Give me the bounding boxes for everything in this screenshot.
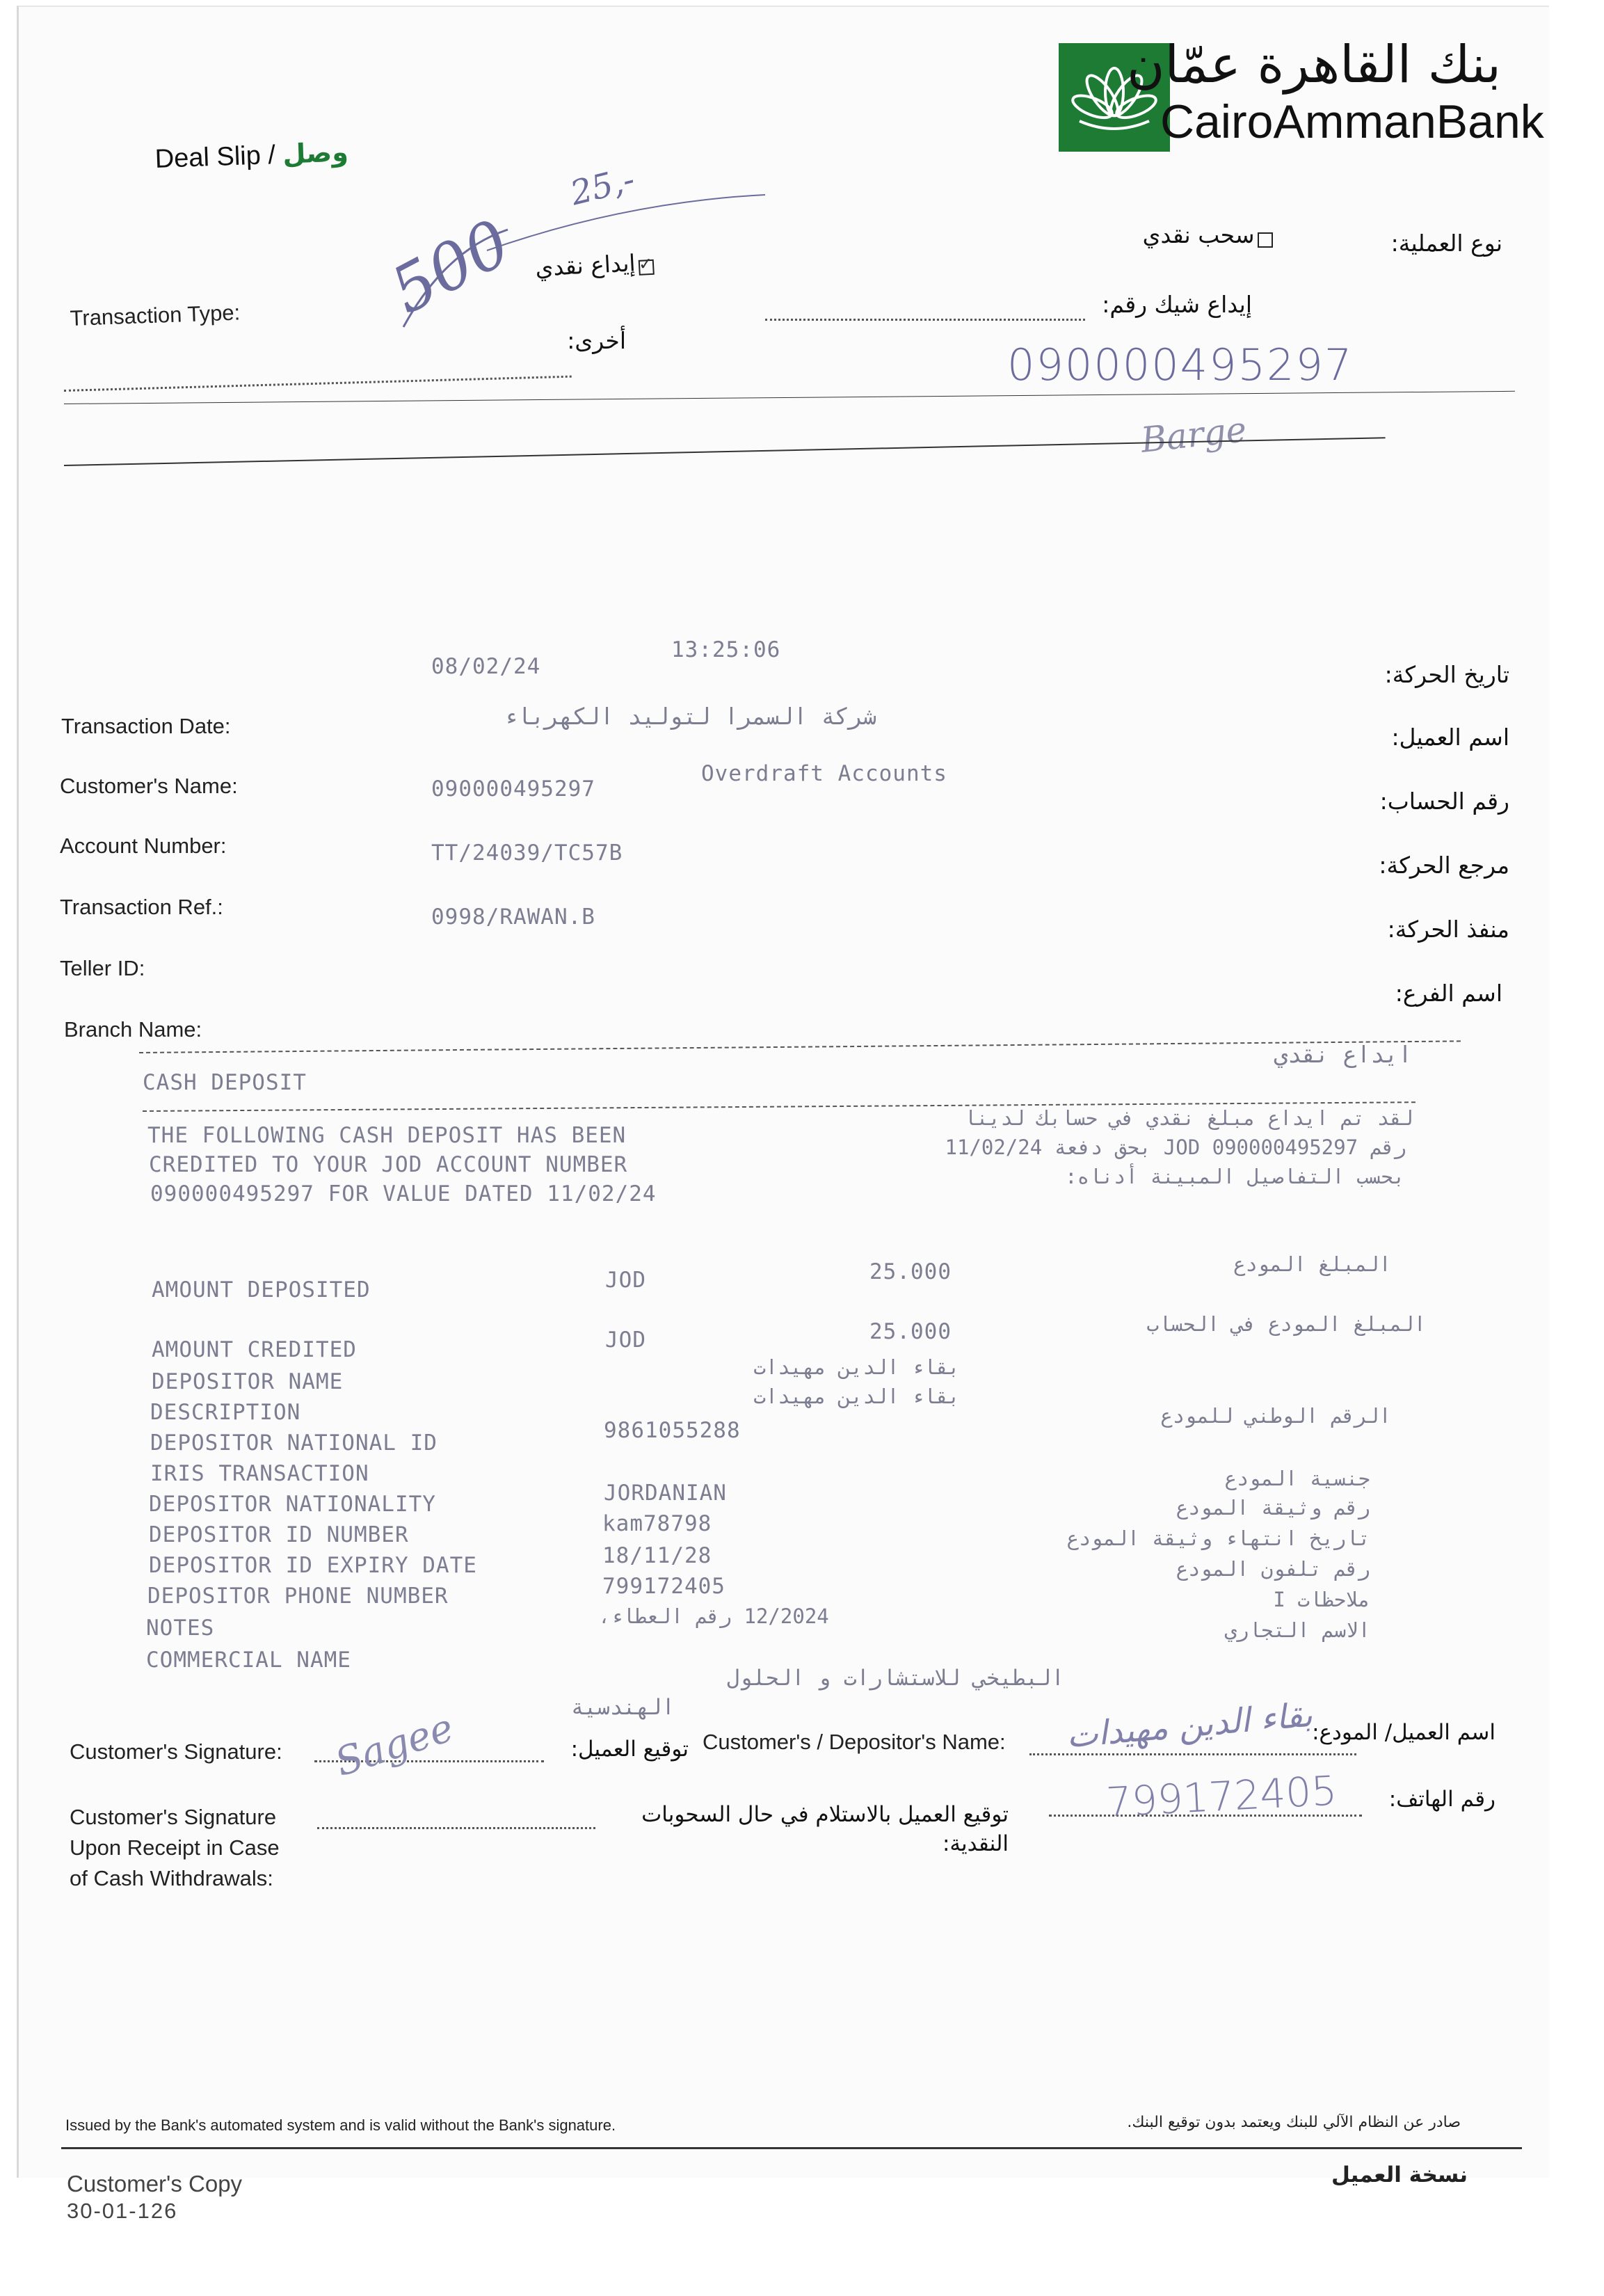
handwritten-amount-mid: 500 xyxy=(379,205,522,328)
transaction-time: 13:25:06 xyxy=(671,637,781,662)
handwritten-initials: Barge xyxy=(1139,409,1249,461)
depositor-name-label: Customer's / Depositor's Name: xyxy=(703,1730,1006,1754)
intro-ar-line-3: بحسب التفاصيل المبينة أدناه: xyxy=(1065,1165,1405,1188)
handwritten-account: 090000495297 xyxy=(1007,340,1354,390)
amount-deposited-label-ar: المبلغ المودع xyxy=(1233,1252,1391,1276)
receipt-title-ar: ايداع نقدي xyxy=(1274,1041,1412,1068)
commercial-name-line-2: الهندسية xyxy=(570,1695,675,1720)
footer-note-en: Issued by the Bank's automated system and is valid without the Bank's signature. xyxy=(65,2116,616,2134)
row-label-ar-notes: ملاحظات I xyxy=(1273,1588,1370,1611)
receipt-title-en: CASH DEPOSIT xyxy=(143,1070,307,1095)
row-label-ar-document: رقم وثيقة المودع xyxy=(1176,1496,1370,1520)
row-label-nationality: DEPOSITOR NATIONALITY xyxy=(149,1492,436,1517)
account-number-value: 090000495297 xyxy=(431,776,595,802)
intro-en-line-3: 090000495297 FOR VALUE DATED 11/02/24 xyxy=(150,1181,657,1206)
amount-credited-label: AMOUNT CREDITED xyxy=(152,1337,357,1362)
intro-en-line-1: THE FOLLOWING CASH DEPOSIT HAS BEEN xyxy=(147,1123,627,1148)
cheque-deposit-label: إيداع شيك رقم: xyxy=(1102,291,1252,318)
amount-credited-currency: JOD xyxy=(605,1328,646,1353)
label-transaction-ref-ar: مرجع الحركة: xyxy=(1379,852,1509,879)
cash-withdrawal-label: سحب نقدي xyxy=(1142,221,1255,248)
row-value-id-expiry: 18/11/28 xyxy=(602,1543,712,1568)
deal-slip-title-ar: وصل xyxy=(282,136,349,170)
label-transaction-date: Transaction Date: xyxy=(61,714,231,738)
label-transaction-ref: Transaction Ref.: xyxy=(60,895,223,919)
row-label-ar-expiry: تاريخ انتهاء وثيقة المودع xyxy=(1066,1526,1370,1550)
footer-copy-ar: نسخة العميل xyxy=(1331,2162,1468,2187)
amount-deposited-label: AMOUNT DEPOSITED xyxy=(152,1277,371,1302)
row-label-ar-national-id: الرقم الوطني للمودع xyxy=(1160,1404,1391,1428)
label-transaction-date-ar: تاريخ الحركة: xyxy=(1384,661,1509,688)
label-account-number-ar: رقم الحساب: xyxy=(1379,788,1509,815)
intro-ar-line-2: رقم JOD 090000495297 بحق دفعة 11/02/24 xyxy=(945,1135,1406,1159)
row-label-national-id: DEPOSITOR NATIONAL ID xyxy=(150,1430,438,1456)
cheque-number-field[interactable] xyxy=(765,319,1085,321)
label-customer-name: Customer's Name: xyxy=(60,774,238,798)
row-value-depositor-name: بقاء الدين مهيدات xyxy=(753,1355,960,1379)
receipt-signature-line-3: of Cash Withdrawals: xyxy=(70,1866,273,1890)
intro-ar-line-1: لقد تم ايداع مبلغ نقدي في حسابك لدينا xyxy=(963,1106,1413,1130)
row-label-ar-nationality: جنسية المودع xyxy=(1224,1467,1370,1490)
label-branch-name: Branch Name: xyxy=(64,1017,202,1042)
receipt-signature-field[interactable] xyxy=(317,1827,595,1829)
receipt-signature-line-2: Upon Receipt in Case xyxy=(70,1835,280,1860)
cash-withdrawal-option[interactable] xyxy=(1127,221,1273,248)
transaction-ref-value: TT/24039/TC57B xyxy=(431,840,623,866)
receipt-signature-ar-1: توقيع العميل بالاستلام في حال السحوبات xyxy=(641,1802,1009,1827)
amount-deposited-value: 25.000 xyxy=(869,1259,952,1284)
label-account-number: Account Number: xyxy=(60,834,227,858)
other-label: أخرى: xyxy=(567,327,626,354)
row-value-nationality: JORDANIAN xyxy=(604,1481,727,1506)
checked-icon: ✓ xyxy=(638,254,653,274)
handwritten-customer-signature: Sagee xyxy=(330,1705,459,1786)
account-type-value: Overdraft Accounts xyxy=(701,761,947,786)
row-label-id-expiry: DEPOSITOR ID EXPIRY DATE xyxy=(149,1553,477,1578)
pen-strokes xyxy=(376,174,793,341)
footer-form-code: 30-01-126 xyxy=(67,2199,178,2223)
row-label-phone: DEPOSITOR PHONE NUMBER xyxy=(147,1584,449,1609)
footer-copy-en: Customer's Copy xyxy=(67,2171,243,2197)
label-branch-ar: اسم الفرع: xyxy=(1395,980,1502,1007)
label-teller-id: Teller ID: xyxy=(60,956,145,980)
row-label-ar-phone: رقم تلفون المودع xyxy=(1176,1557,1370,1581)
handwritten-phone: 799172405 xyxy=(1105,1767,1338,1826)
deal-slip-title-en: Deal Slip / xyxy=(154,140,276,174)
amount-deposited-currency: JOD xyxy=(605,1268,646,1293)
row-label-iris: IRIS TRANSACTION xyxy=(150,1461,369,1486)
footer-rule xyxy=(61,2147,1522,2149)
transaction-type-label-ar: نوع العملية: xyxy=(1390,230,1502,257)
handwritten-amount-top: 25,- xyxy=(566,159,639,214)
row-label-notes: NOTES xyxy=(146,1616,215,1641)
amount-credited-value: 25.000 xyxy=(869,1319,952,1344)
row-value-national-id: 9861055288 xyxy=(604,1418,741,1443)
intro-en-line-2: CREDITED TO YOUR JOD ACCOUNT NUMBER xyxy=(149,1152,628,1177)
row-label-depositor-name: DEPOSITOR NAME xyxy=(152,1369,344,1394)
footer-note-ar: صادر عن النظام الآلي للبنك ويعتمد بدون توقيع البنك. xyxy=(1127,2114,1461,2131)
row-label-description: DESCRIPTION xyxy=(150,1400,301,1425)
cash-deposit-label: إيداع نقدي xyxy=(534,249,636,282)
amount-credited-label-ar: المبلغ المودع في الحساب xyxy=(1146,1312,1426,1336)
customer-signature-label: Customer's Signature: xyxy=(70,1739,282,1764)
row-value-description: بقاء الدين مهيدات xyxy=(753,1385,960,1408)
row-label-ar-commercial: الاسم التجاري xyxy=(1224,1618,1370,1642)
teller-id-value: 0998/RAWAN.B xyxy=(431,904,595,930)
row-value-id-number: kam78798 xyxy=(602,1511,712,1536)
row-label-commercial-name: COMMERCIAL NAME xyxy=(146,1648,351,1673)
row-label-id-number: DEPOSITOR ID NUMBER xyxy=(149,1522,409,1547)
customer-signature-label-ar: توقيع العميل: xyxy=(570,1737,689,1762)
customer-name-value: شركة السمرا لتوليد الكهرباء xyxy=(503,703,876,730)
bank-name-en: CairoAmmanBank xyxy=(1160,95,1544,148)
row-value-notes: 12/2024 رقم العطاء، xyxy=(598,1604,829,1628)
transaction-date: 08/02/24 xyxy=(431,654,541,679)
receipt-signature-ar-2: النقدية: xyxy=(942,1831,1009,1856)
depositor-name-label-ar: اسم العميل/ المودع: xyxy=(1312,1720,1495,1745)
label-teller-ar: منفذ الحركة: xyxy=(1387,916,1509,943)
phone-label-ar: رقم الهاتف: xyxy=(1388,1787,1495,1812)
commercial-name-line-1: البطيخي للاستشارات و الحلول xyxy=(726,1666,1064,1691)
cash-withdrawal-checkbox[interactable] xyxy=(1258,232,1273,248)
receipt-signature-line-1: Customer's Signature xyxy=(70,1805,277,1829)
transaction-type-label: Transaction Type: xyxy=(70,300,241,330)
row-value-phone: 799172405 xyxy=(602,1574,725,1599)
label-customer-name-ar: اسم العميل: xyxy=(1391,724,1509,751)
handwritten-depositor-name: بقاء الدين مهيدات xyxy=(1064,1695,1314,1756)
bank-name-ar: بنك القاهرة عمّان xyxy=(1127,35,1501,95)
